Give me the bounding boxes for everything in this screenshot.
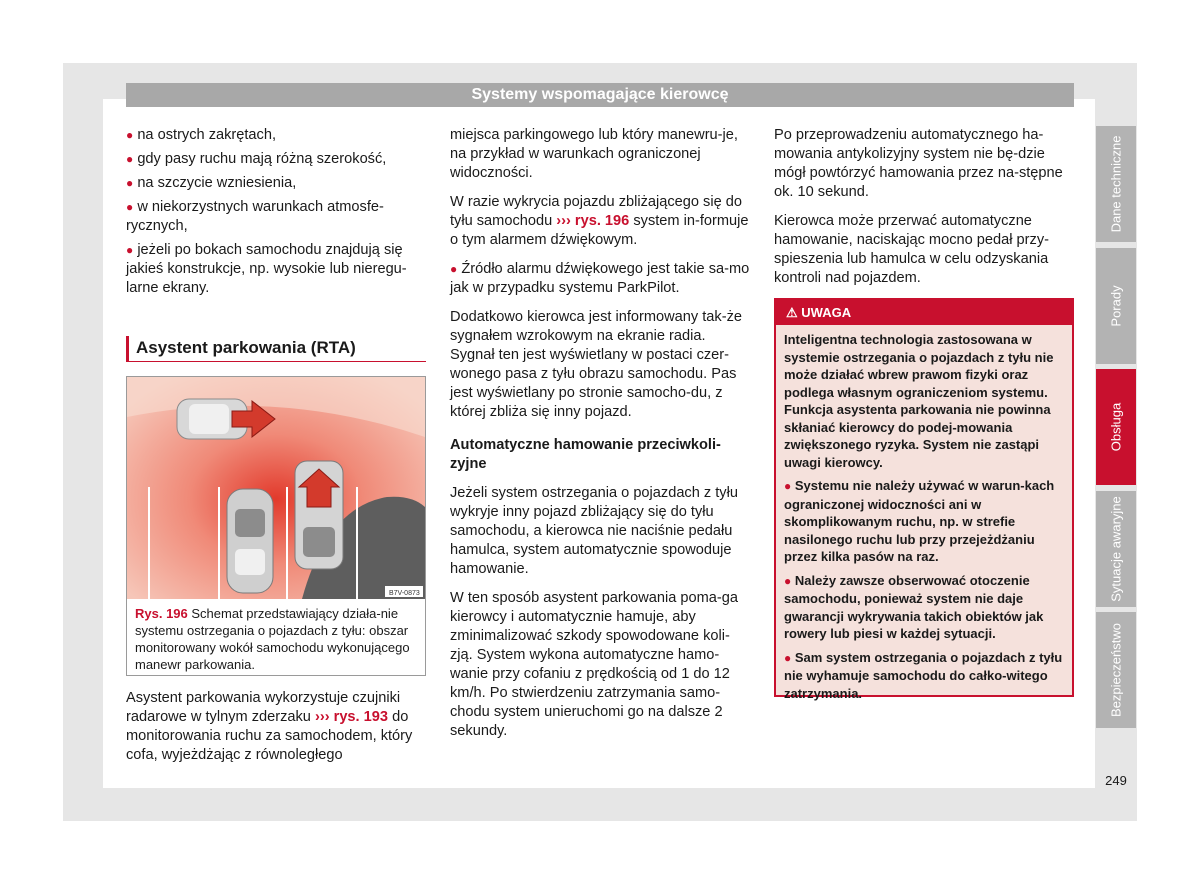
- warning-intro: Inteligentna technologia zastosowana w systemie ostrzegania o pojazdach z tyłu nie może działać wbrew prawom fizyki oraz podlega własnym ograniczeniom systemu. Funkcja asystenta parkowania nie powinna skłaniać kierowcy do podej-mowania zwiększonego ryzyka. System nie zastąpi uwagi kierowcy.: [784, 332, 1054, 470]
- page-frame-left: [63, 63, 103, 821]
- warning-item: ● Systemu nie należy używać w warun-kach ograniczonej widoczności ani w skomplikowanym ruchu, np. w strefie nasilonego ruchu lub przy przejeżdżaniu przez kilka pasów na raz.: [784, 478, 1055, 564]
- column-3: [774, 126, 1074, 298]
- figure-code: B7V-0873: [389, 590, 420, 597]
- tab-dane-techniczne[interactable]: Dane techniczne: [1096, 126, 1136, 242]
- warning-item: ● Sam system ostrzegania o pojazdach z tyłu nie wyhamuje samochodu do całko-witego zatrzymania.: [784, 649, 1063, 701]
- parked-car: [227, 489, 273, 593]
- warning-body: [776, 325, 1072, 702]
- figure-link[interactable]: ››› rys. 196: [556, 213, 630, 229]
- page-number: 249: [1105, 773, 1127, 788]
- paragraph: Jeżeli system ostrzegania o pojazdach z tyłu wykryje inny pojazd zbliżający się do tyłu samochodu, a kierowca nie naciśnie pedału hamulca, system automatycznie spowoduje hamowanie.: [450, 485, 738, 577]
- list-item: ● na szczycie wzniesienia,: [126, 175, 297, 191]
- tab-obsluga[interactable]: Obsługa: [1096, 369, 1136, 485]
- warning-header: [776, 300, 1072, 325]
- paragraph: Dodatkowo kierowca jest informowany tak-że sygnałem wzrokowym na ekranie radia. Sygnał ten jest wyświetlany w postaci czer-wonego pasa z tyłu obrazu samochodu. Pas jest wyświetlany po stronie samocho-du, z której zbliża się inny pojazd.: [450, 309, 742, 420]
- paragraph: Po przeprowadzeniu automatycznego ha-mowania antykolizyjny system nie bę-dzie mógł powtórzyć hamowania przez na-stępne ok. 10 sekund.: [774, 127, 1063, 200]
- paragraph: ● Źródło alarmu dźwiękowego jest takie sa-mo jak w przypadku systemu ParkPilot.: [450, 261, 750, 296]
- paragraph: Kierowca może przerwać automatyczne hamowanie, naciskając mocno pedał przy-spieszenia lub hamulca w celu odzyskania kontroli nad pojazdem.: [774, 213, 1049, 286]
- column-2: [450, 126, 750, 751]
- figure-link[interactable]: ››› rys. 193: [315, 709, 389, 725]
- paragraph: Asystent parkowania wykorzystuje czujniki radarowe w tylnym zderzaku ››› rys. 193 do monitorowania ruchu za samochodem, który cofa, wyjeżdżając z równoległego: [126, 690, 413, 763]
- list-item: ● jeżeli po bokach samochodu znajdują się jakieś konstrukcje, np. wysokie lub nieregu-larne ekrany.: [126, 242, 407, 296]
- section-title: Asystent parkowania (RTA): [126, 336, 426, 362]
- column-1-paragraph: [126, 689, 426, 775]
- chapter-header: Systemy wspomagające kierowcę: [126, 83, 1074, 107]
- figure-196: [126, 376, 426, 676]
- caption-ref: Rys. 196: [135, 606, 188, 621]
- parking-diagram-svg: [127, 377, 425, 599]
- list-item: ● w niekorzystnych warunkach atmosfe-rycznych,: [126, 199, 384, 234]
- warning-box: [774, 298, 1074, 701]
- condition-list: [126, 126, 426, 298]
- warning-triangle-icon: ⚠: [786, 305, 798, 320]
- parking-diagram: [127, 377, 425, 599]
- warning-title: UWAGA: [801, 305, 852, 320]
- page-frame-bottom: [63, 788, 1137, 821]
- subheading: Automatyczne hamowanie przeciwkoli-zyjne: [450, 437, 721, 472]
- column-1: [126, 126, 426, 303]
- paragraph: W ten sposób asystent parkowania poma-ga kierowcy i automatycznie hamuje, aby zminimalizować szkody spowodowane koli-zją. System wykona automatyczne hamo-wanie przy cofaniu z prędkością od 1 do 12 km/h. Po stwierdzeniu zatrzymania samo-chodu system unieruchomi go na dalsze 2 sekundy.: [450, 590, 738, 739]
- paragraph: W razie wykrycia pojazdu zbliżającego się do tyłu samochodu ››› rys. 196 system in-formuje o tym alarmem dźwiękowym.: [450, 194, 749, 248]
- tab-bezpieczenstwo[interactable]: Bezpieczeństwo: [1096, 612, 1136, 728]
- tab-porady[interactable]: Porady: [1096, 248, 1136, 364]
- tab-sytuacje-awaryjne[interactable]: Sytuacje awaryjne: [1096, 491, 1136, 607]
- paragraph: miejsca parkingowego lub który manewru-je, na przykład w warunkach ograniczonej widoczności.: [450, 127, 738, 181]
- list-item: ● na ostrych zakrętach,: [126, 127, 277, 143]
- caption-text: Schemat przedstawiający działa-nie systemu ostrzegania o pojazdach z tyłu: obszar monitorowany wokół samochodu wykonującego manewr parkowania.: [135, 606, 410, 672]
- figure-caption: [135, 605, 420, 673]
- warning-item: ● Należy zawsze obserwować otoczenie samochodu, ponieważ system nie daje gwarancji wykrywania takich obiektów jak rowery lub piesi w każdej sytuacji.: [784, 572, 1044, 641]
- list-item: ● gdy pasy ruchu mają różną szerokość,: [126, 151, 387, 167]
